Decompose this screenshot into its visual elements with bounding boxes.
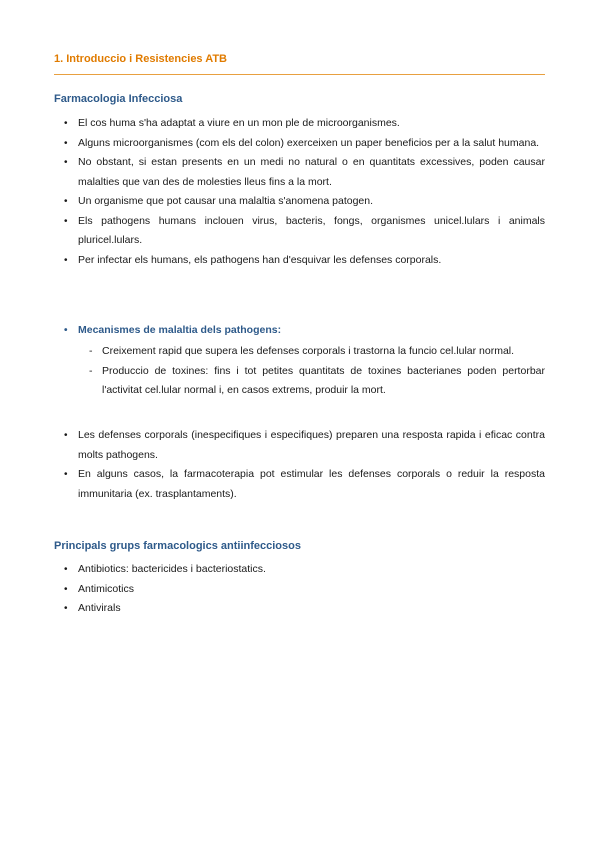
mechanisms-heading: • Mecanismes de malaltia dels pathogens: [54,321,545,341]
list-item: • Antibiotics: bactericides i bacteriostatics. [54,560,545,580]
bullet-icon: • [64,583,68,595]
list-item: • Antimicotics [54,580,545,600]
chapter-divider [54,74,545,75]
chapter-title: 1. Introduccio i Resistencies ATB [54,53,227,65]
sublist-item: - Creixement rapid que supera les defenses corporals i trastorna la funcio cel.lular normal. [78,342,545,362]
list-item: • En alguns casos, la farmacoterapia pot estimular les defenses corporals o reduir la resposta immunitaria (ex. trasplantaments). [54,465,545,504]
list-item: • Els pathogens humans inclouen virus, bacteris, fongs, organismes unicel.lulars i animals pluricel.lulars. [54,212,545,251]
list-item: • Les defenses corporals (inespecifiques i especifiques) preparen una resposta rapida i eficac contra molts pathogens. [54,426,545,465]
list-item: • Antivirals [54,599,545,619]
mechanisms-list [54,321,545,341]
list-item: • Per infectar els humans, els pathogens han d'esquivar les defenses corporals. [54,251,545,271]
section1-bullet-list [54,114,545,270]
bullet-icon: • [64,215,68,227]
bullet-icon: • [64,118,68,129]
bullet-icon: • [64,325,68,336]
list-item: • Un organisme que pot causar una malaltia s'anomena patogen. [54,192,545,212]
list-item: • Alguns microorganismes (com els del colon) exerceixen un paper beneficios per a la salut humana. [54,134,545,154]
dash-icon: - [89,345,93,357]
section-heading-principals-grups: Principals grups farmacologics antiinfecciosos [54,540,301,552]
bullet-icon: • [64,196,68,207]
section1b-bullet-list [54,426,545,504]
list-item: • No obstant, si estan presents en un medi no natural o en quantitats excessives, poden causar malalties que van des de molesties lleus fins a la mort. [54,153,545,192]
bullet-icon: • [64,254,68,266]
dash-icon: - [89,364,93,377]
sublist-item: - Produccio de toxines: fins i tot petites quantitats de toxines bacterianes poden pertorbar l'activitat cel.lular normal i, en casos extrems, produir la mort. [78,362,545,401]
mechanisms-sublist [78,342,545,401]
list-item: • El cos huma s'ha adaptat a viure en un mon ple de microorganismes. [54,114,545,134]
bullet-icon: • [64,469,68,480]
section-heading-farmacologia: Farmacologia Infecciosa [54,93,183,105]
section2-bullet-list [54,560,545,619]
bullet-icon: • [64,564,68,575]
bullet-icon: • [64,603,68,614]
bullet-icon: • [64,430,68,441]
bullet-icon: • [64,157,68,168]
bullet-icon: • [64,137,68,149]
